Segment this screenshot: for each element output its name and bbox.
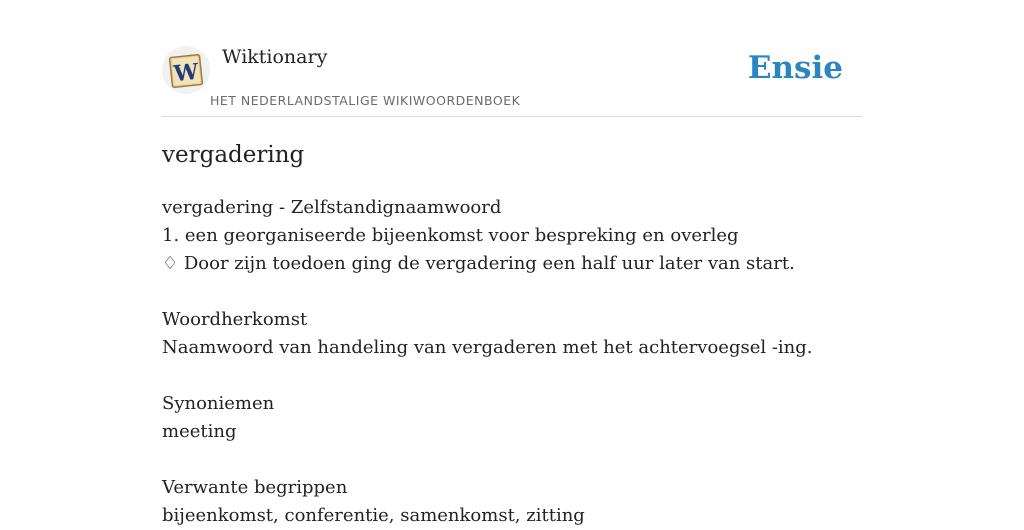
- example-text: ♢ Door zijn toedoen ging de vergadering een half uur later van start.: [162, 253, 795, 274]
- spacer: [162, 446, 862, 474]
- related-text: bijeenkomst, conferentie, samenkomst, zitting: [162, 505, 585, 526]
- site-tagline: HET NEDERLANDSTALIGE WIKIWOORDENBOEK: [210, 93, 521, 108]
- entry-heading: vergadering - Zelfstandignaamwoord: [162, 197, 502, 218]
- etymology-label: Woordherkomst: [162, 309, 308, 330]
- spacer: [162, 278, 862, 306]
- synonyms-text: meeting: [162, 421, 237, 442]
- site-header: [162, 0, 862, 117]
- logo-letter: W: [172, 58, 200, 88]
- page-title: vergadering: [162, 142, 305, 168]
- related-label: Verwante begrippen: [162, 477, 348, 498]
- spacer: [162, 362, 862, 390]
- entry-content: [162, 140, 862, 530]
- site-name[interactable]: Wiktionary: [222, 46, 328, 68]
- synonyms-label: Synoniemen: [162, 393, 275, 414]
- etymology-text: Naamwoord van handeling van vergaderen met het achtervoegsel -ing.: [162, 337, 813, 358]
- definition-text: 1. een georganiseerde bijeenkomst voor bespreking en overleg: [162, 225, 739, 246]
- ensie-brand-link[interactable]: Ensie: [747, 50, 843, 86]
- wiktionary-logo-icon[interactable]: [162, 46, 210, 94]
